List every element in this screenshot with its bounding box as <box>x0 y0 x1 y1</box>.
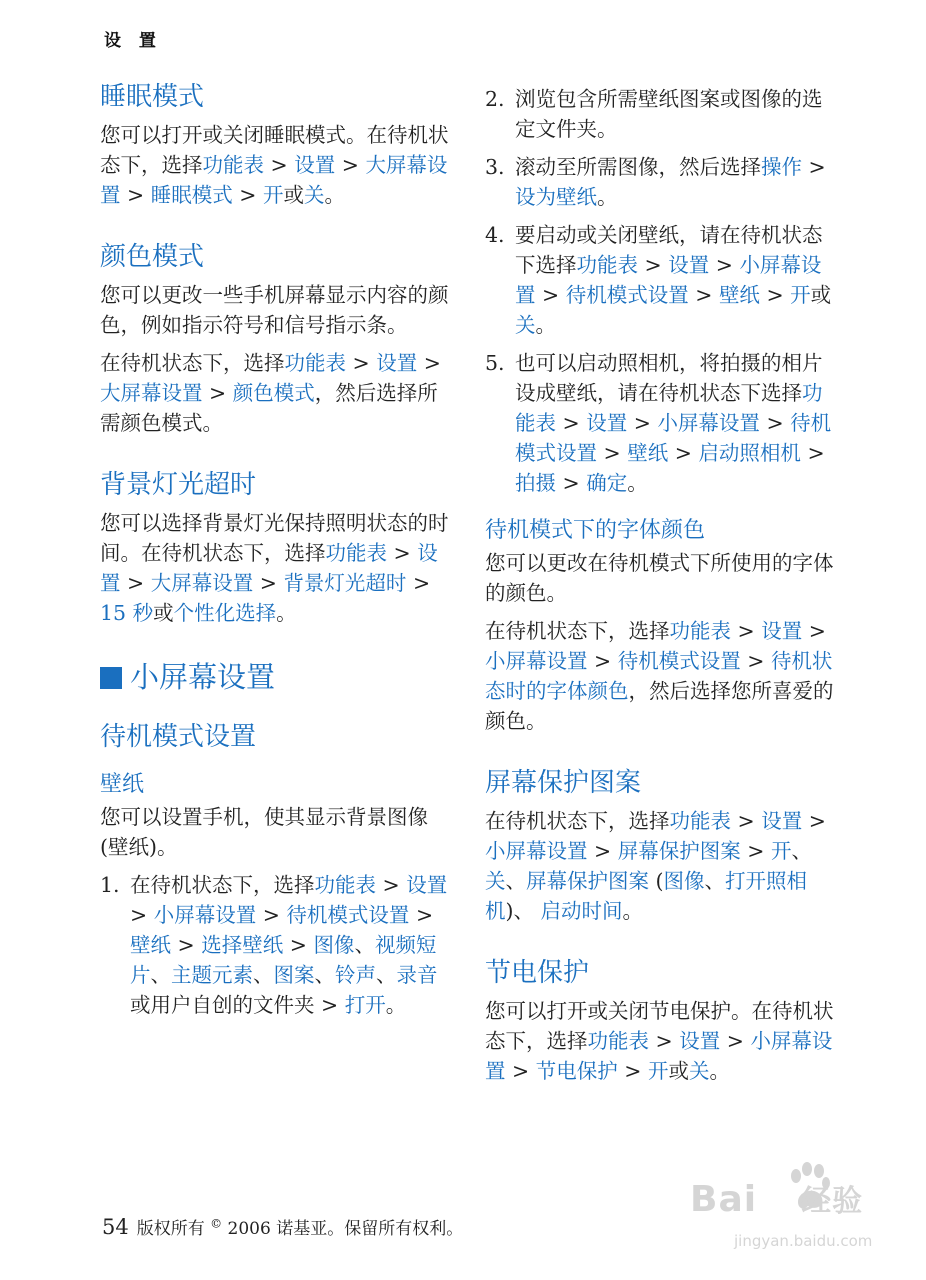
menu-path-link: 关 <box>485 869 506 893</box>
menu-path-link: 15 秒 <box>100 601 154 625</box>
copyright-text: 2006 诺基亚。保留所有权利。 <box>222 1219 464 1239</box>
section-heading-backlight-timeout: 背景灯光超时 <box>100 470 257 500</box>
copyright-prefix: 版权所有 <box>136 1219 211 1239</box>
step-number: 4. <box>485 223 505 247</box>
menu-path-link: 图案 <box>273 963 315 987</box>
menu-path-link: 开 <box>770 839 792 863</box>
menu-path-link: 功能表 <box>576 253 638 277</box>
menu-path-link: 屏幕保护图案 <box>526 869 649 893</box>
menu-path-link: 关 <box>688 1059 710 1083</box>
menu-path-link: 壁纸 <box>627 441 669 465</box>
menu-path-link: 启动照相机 <box>698 441 801 465</box>
menu-path-link: 关 <box>515 313 536 337</box>
menu-path-link: 功能表 <box>515 381 823 435</box>
page-number: 54 <box>102 1215 129 1239</box>
menu-path-link: 图像 <box>313 933 355 957</box>
menu-path-link: 选择壁纸 <box>201 933 284 957</box>
menu-path-link: 设置 <box>586 411 628 435</box>
color-mode-paragraph-2: 在待机状态下，选择功能表 > 设置 > 大屏幕设置 > 颜色模式，然后选择所需颜色模式。 <box>100 351 441 435</box>
step-text: 浏览包含所需壁纸图案或图像的选定文件夹。 <box>515 87 823 141</box>
menu-path-link: 设置 <box>761 619 803 643</box>
menu-path-link: 录音 <box>396 963 438 987</box>
menu-path-link: 待机模式设置 <box>515 411 832 465</box>
menu-path-link: 小屏幕设置 <box>485 839 588 863</box>
screensaver-paragraph: 在待机状态下，选择功能表 > 设置 > 小屏幕设置 > 屏幕保护图案 > 开、关、屏幕保护图案 (图像、打开照相机)、 启动时间。 <box>485 809 826 923</box>
menu-path-link: 设置 <box>100 541 438 595</box>
step-number: 1. <box>100 873 120 897</box>
menu-path-link: 功能表 <box>669 809 731 833</box>
step-item <box>485 152 835 212</box>
menu-path-link: 大屏幕设置 <box>100 381 203 405</box>
menu-path-link: 功能表 <box>587 1029 649 1053</box>
menu-path-link: 功能表 <box>314 873 376 897</box>
step-text: 滚动至所需图像，然后选择操作 > 设为壁纸。 <box>515 155 826 209</box>
right-column <box>485 84 835 1094</box>
menu-path-link: 关 <box>303 183 325 207</box>
menu-path-link: 大屏幕设置 <box>150 571 254 595</box>
section-heading-power-save: 节电保护 <box>485 958 590 988</box>
step-item <box>485 348 835 498</box>
menu-path-link: 壁纸 <box>130 933 171 957</box>
menu-path-link: 待机模式设置 <box>286 903 410 927</box>
menu-path-link: 大屏幕设置 <box>100 153 448 207</box>
menu-path-link: 功能表 <box>284 351 346 375</box>
backlight-paragraph: 您可以选择背景灯光保持照明状态的时间。在待机状态下，选择功能表 > 设置 > 大屏幕设置 > 背景灯光超时 > 15 秒或个性化选择。 <box>100 511 449 625</box>
menu-path-link: 待机模式设置 <box>565 283 689 307</box>
step-text: 也可以启动照相机，将拍摄的相片设成壁纸，请在待机状态下选择功能表 > 设置 > 小屏幕设置 > 待机模式设置 > 壁纸 > 启动照相机 > 拍摄 > 确定。 <box>515 351 832 495</box>
step-text: 要启动或关闭壁纸，请在待机状态下选择功能表 > 设置 > 小屏幕设置 > 待机模式设置 > 壁纸 > 开或关。 <box>515 223 832 337</box>
menu-path-link: 确定 <box>586 471 628 495</box>
menu-path-link: 设置 <box>376 351 418 375</box>
menu-path-link: 启动时间 <box>540 899 623 923</box>
sleep-mode-paragraph: 您可以打开或关闭睡眠模式。在待机状态下，选择功能表 > 设置 > 大屏幕设置 > 睡眠模式 > 开或关。 <box>100 123 449 207</box>
step-item <box>485 220 835 340</box>
section-heading-color-mode: 颜色模式 <box>100 242 205 272</box>
menu-path-link: 设置 <box>294 153 336 177</box>
font-color-paragraph-2: 在待机状态下，选择功能表 > 设置 > 小屏幕设置 > 待机模式设置 > 待机状态时的字体颜色，然后选择您所喜爱的颜色。 <box>485 619 834 733</box>
subheading-wallpaper: 壁纸 <box>100 772 145 797</box>
baidu-jingyan-watermark <box>650 1152 890 1262</box>
menu-path-link: 开 <box>262 183 284 207</box>
menu-path-link: 节电保护 <box>535 1059 618 1083</box>
step-text: 在待机状态下，选择功能表 > 设置 > 小屏幕设置 > 待机模式设置 > 壁纸 > 选择壁纸 > 图像、视频短片、主题元素、图案、铃声、录音或用户自创的文件夹 > 打开。 <box>130 873 448 1017</box>
wallpaper-steps-left <box>100 870 450 1020</box>
font-color-paragraph-1: 您可以更改在待机模式下所使用的字体的颜色。 <box>485 551 834 605</box>
page-footer <box>102 1214 463 1239</box>
menu-path-link: 操作 <box>761 155 802 179</box>
section-heading-standby-settings: 待机模式设置 <box>100 722 257 752</box>
step-number: 3. <box>485 155 505 179</box>
watermark-url: jingyan.baidu.com <box>734 1232 873 1250</box>
wallpaper-steps-right <box>485 84 835 498</box>
menu-path-link: 功能表 <box>325 541 387 565</box>
menu-path-link: 开 <box>790 283 811 307</box>
menu-path-link: 小屏幕设置 <box>515 253 822 307</box>
power-save-paragraph: 您可以打开或关闭节电保护。在待机状态下，选择功能表 > 设置 > 小屏幕设置 > 节电保护 > 开或关。 <box>485 999 834 1083</box>
menu-path-link: 视频短片 <box>130 933 437 987</box>
menu-path-link: 小屏幕设置 <box>485 649 588 673</box>
section-heading-screensaver: 屏幕保护图案 <box>485 768 642 798</box>
menu-path-link: 主题元素 <box>171 963 253 987</box>
step-number: 5. <box>485 351 505 375</box>
menu-path-link: 铃声 <box>335 963 376 987</box>
menu-path-link: 个性化选择 <box>173 601 277 625</box>
menu-path-link: 拍摄 <box>515 471 556 495</box>
chapter-heading-small-screen: 小屏幕设置 <box>100 658 450 696</box>
menu-path-link: 待机模式设置 <box>617 649 741 673</box>
menu-path-link: 设置 <box>406 873 448 897</box>
menu-path-link: 小屏幕设置 <box>657 411 760 435</box>
menu-path-link: 睡眠模式 <box>150 183 233 207</box>
menu-path-link: 小屏幕设置 <box>485 1029 833 1083</box>
menu-path-link: 打开 <box>344 993 386 1017</box>
menu-path-link: 颜色模式 <box>232 381 315 405</box>
menu-path-link: 屏幕保护图案 <box>617 839 741 863</box>
step-number: 2. <box>485 87 505 111</box>
menu-path-link: 壁纸 <box>718 283 760 307</box>
wallpaper-paragraph: 您可以设置手机，使其显示背景图像 (壁纸)。 <box>100 805 428 859</box>
menu-path-link: 功能表 <box>669 619 731 643</box>
menu-path-link: 打开照相机 <box>485 869 808 923</box>
step-item <box>100 870 450 1020</box>
menu-path-link: 待机状态时的字体颜色 <box>485 649 833 703</box>
watermark-logo-text: Bai 经验 <box>690 1179 864 1220</box>
menu-path-link: 功能表 <box>202 153 264 177</box>
menu-path-link: 设置 <box>668 253 710 277</box>
menu-path-link: 图像 <box>663 869 705 893</box>
menu-path-link: 背景灯光超时 <box>283 571 407 595</box>
menu-path-link: 小屏幕设置 <box>153 903 257 927</box>
page-header: 设 置 <box>104 31 162 51</box>
step-item <box>485 84 835 144</box>
copyright-symbol: © <box>210 1216 223 1231</box>
left-column <box>100 80 450 1028</box>
color-mode-paragraph-1: 您可以更改一些手机屏幕显示内容的颜色，例如指示符号和信号指示条。 <box>100 283 449 337</box>
menu-path-link: 设置 <box>679 1029 721 1053</box>
menu-path-link: 设为壁纸 <box>515 185 597 209</box>
section-heading-sleep-mode: 睡眠模式 <box>100 82 205 112</box>
menu-path-link: 开 <box>647 1059 669 1083</box>
section-heading-standby-font-color: 待机模式下的字体颜色 <box>485 518 706 543</box>
square-bullet-icon <box>100 667 122 689</box>
menu-path-link: 设置 <box>761 809 803 833</box>
